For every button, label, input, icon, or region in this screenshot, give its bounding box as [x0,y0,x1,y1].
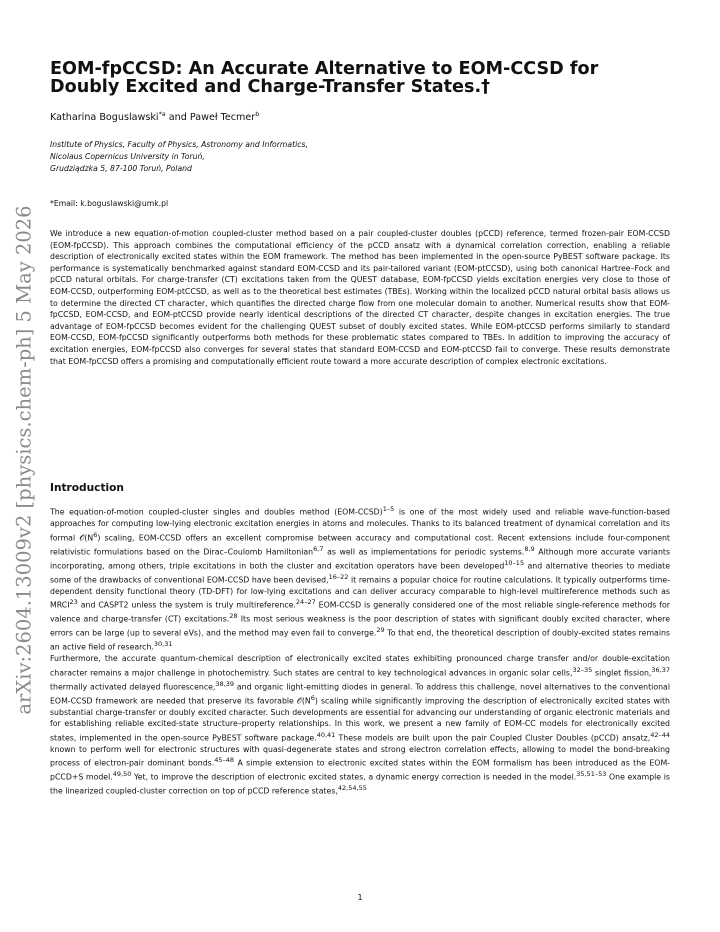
affiliation-line: Institute of Physics, Faculty of Physics, Astronomy and Informatics, [50,140,308,149]
citation: 6,7 [313,544,324,553]
author-affiliation-mark: *a [158,110,166,118]
affiliation [50,139,308,175]
citation: 8,9 [524,544,535,553]
paper-title: EOM-fpCCSD: An Accurate Alternative to EOM-CCSD for Doubly Excited and Charge-Transfer States.† [50,59,599,97]
author-conjunction: and [165,112,190,124]
citation: 28 [229,612,238,621]
citation: 35,51–53 [576,770,607,779]
citation: 16–22 [328,572,349,581]
page-number: 1 [357,893,363,902]
paragraph: Furthermore, the accurate quantum-chemical description of electronically excited states exhibiting pronounced charge transfer and/or double-excitation character remains a major challenge in photochemistry. Such states are central to key technological advances in organic solar cells,$^{32-35}$ singlet fission,$^{36,37}$ thermally activated delayed fluorescence,$^{38,39}$ and organic light-emitting diodes in general. To address this challenge, novel alternatives to the conventional EOM-CCSD framework are needed that preserve its favorable $𝒪(N^6)$ scaling while significantly improving the description of electronically excited states with substantial charge-transfer or doubly excited character. Such developments are essential for advancing our understanding of organic electronic materials and for establishing reliable excited-state structure–property relationships. In this work, we present a new family of EOM-CC models for electronically excited states, implemented in the open-source PyBEST software package.$^{40,41}$ These models are built upon the pair Coupled Cluster Doubles (pCCD) ansatz,$^{42-44}$ known to perform well for electronic structures with quasi-degenerate states and strong electron correlation effects, allowing to model the bond-breaking process of electron-pair dominant bonds.$^{45-48}$ A simple extension to electronic excited states within the EOM formalism has been introduced as the EOM-pCCD+S model.$^{49,50}$ Yet, to improve the description of electronic excited states, a dynamic energy correction is needed in the model.$^{35,51-53}$ One example is the linearized coupled-cluster correction on top of pCCD reference states,$^{42,54,55}$ [50,654,671,797]
introduction-body [50,504,670,797]
citation: 42,54,55 [337,784,367,793]
author-name: Katharina Boguslawski [50,112,159,124]
author-name: Paweł Tecmer [189,112,256,124]
citation: 42–44 [650,730,670,739]
section-heading-introduction: Introduction [50,482,124,494]
citation: 29 [376,626,385,635]
affiliation-line: Grudziądzka 5, 87-100 Toruń, Poland [50,164,192,173]
citation: 49,50 [112,770,132,779]
citation: 38,39 [215,679,234,688]
author-list [50,110,259,123]
arxiv-sidebar-stamp [4,205,44,715]
affiliation-line: Nicolaus Copernicus University in Toruń, [50,152,205,161]
citation: 45–48 [214,756,235,765]
citation: 10–15 [504,558,525,567]
abstract: We introduce a new equation-of-motion coupled-cluster method based on a pair coupled-cluster doubles (pCCD) reference, termed frozen-pair EOM-CCSD (EOM-fpCCSD). This approach combines the computational efficiency of the pCCD ansatz with a dynamical correlation correction, enabling a reliable description of electronically excited states within the EOM framework. The method has been implemented in the open-source PyBEST software package. Its performance is systematically benchmarked against standard EOM-CCSD and its pair-tailored variant (EOM-ptCCSD), using both canonical Hartree–Fock and pCCD natural orbitals. For charge-transfer (CT) excitations taken from the QUEST database, EOM-fpCCSD yields excitation energies very close to those of EOM-CCSD, outperforming EOM-ptCCSD, as well as to the theoretical best estimates (TBEs). Working within the localized pCCD natural orbital basis allows us to determine the directed CT character, which quantifies the directed charge flow from one molecular domain to another. Numerical results show that EOM-fpCCSD, EOM-CCSD, and EOM-ptCCSD provide nearly identical descriptions of the directed CT character, despite changes in excitation energies. The true advantage of EOM-fpCCSD becomes evident for the challenging QUEST subset of doubly excited states. While EOM-ptCCSD performs similarly to standard EOM-CCSD, EOM-fpCCSD significantly outperforms both methods for these problematic states compared to TBEs. In addition to improving the accuracy of excitation energies, EOM-fpCCSD also converges for several states that standard EOM-CCSD and EOM-ptCCSD fail to converge. These results demonstrate that EOM-fpCCSD offers a promising and computationally efficient route toward a more accurate description of complex electronic excitations. [50,229,670,366]
citation: 24–27 [295,598,316,607]
author-affiliation-mark: b [255,110,260,118]
arxiv-identifier: arXiv:2604.13009v2 [physics.chem-ph] 5 May 2026 [12,205,36,715]
citation: 23 [69,598,78,607]
paragraph: The equation-of-motion coupled-cluster singles and doubles method (EOM-CCSD)$^{1-5}$ is one of the most widely used and reliable wave-function-based approaches for computing low-lying electronic excitation energies in atoms and molecules. Thanks to its balanced treatment of dynamical correlation and its formal $𝒪(N^6)$ scaling, EOM-CCSD offers an excellent compromise between accuracy and computational cost. Recent extensions include four-component relativistic formulations based on the Dirac–Coulomb Hamiltonian$^{6,7}$ as well as implementations for periodic systems.$^{8,9}$ Although more accurate variants incorporating, among others, triple excitations in both the cluster and excitation operators have been developed$^{10-15}$ and alternative theories to mediate some of the drawbacks of conventional EOM-CCSD have been devised,$^{16-22}$ it remains a popular choice for routine calculations. It typically outperforms time-dependent density functional theory (TD-DFT) for low-lying excitations and can deliver accuracy comparable to high-level multireference methods such as MRCI$^{23}$ and CASPT2 unless the system is truly multireference.$^{24-27}$ EOM-CCSD is generally considered one of the most reliable single-reference methods for valence and charge-transfer (CT) excitations.$^{28}$ Its most serious weakness is the poor description of states with significant doubly excited character, where errors can be large (up to several eVs), and the method may even fail to converge.$^{29}$ To that end, the theoretical description of doubly-excited states remains an active field of research.$^{30,31}$ [50,505,671,652]
citation: 36,37 [651,665,670,674]
citation: 1–5 [382,505,395,513]
citation: 40,41 [316,730,336,739]
citation: 32–35 [572,665,593,674]
corresponding-email: *Email: k.boguslawski@umk.pl [50,199,169,208]
citation: 30,31 [153,640,173,649]
